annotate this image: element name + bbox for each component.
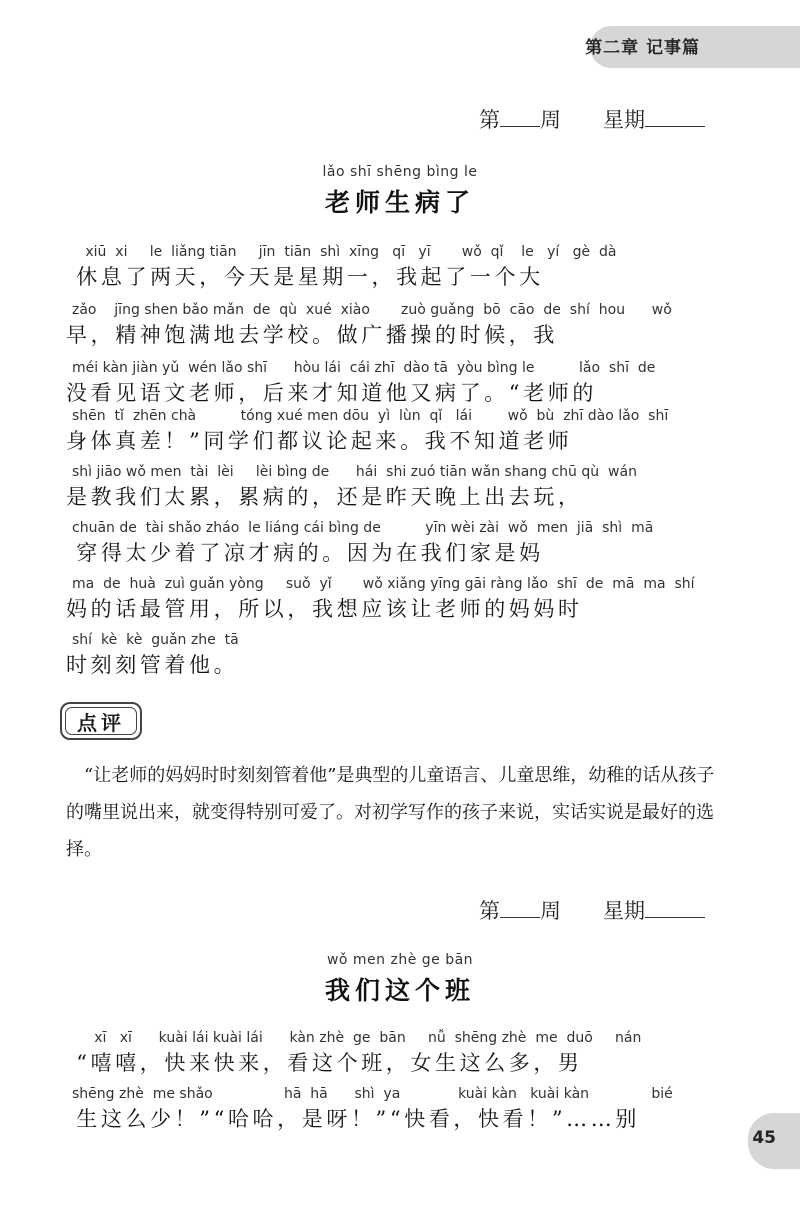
pinyin-line: zǎo jīng shen bǎo mǎn de qù xué xiào zuò guǎng bō cāo de shí hou wǒ xyxy=(72,302,672,318)
text-line: 休息了两天，今天是星期一，我起了一个大 xyxy=(66,265,544,289)
week-blank xyxy=(500,899,540,918)
story-title: 老师生病了 xyxy=(324,188,475,217)
text-line: 穿得太少着了凉才病的。因为在我们家是妈 xyxy=(66,541,544,565)
week-suffix: 周 xyxy=(540,899,561,923)
story2-title-block xyxy=(0,952,800,1007)
text-line: 妈的话最管用，所以，我想应该让老师的妈妈时 xyxy=(66,597,583,621)
page-number: 45 xyxy=(752,1128,776,1148)
chapter-title: 第二章 记事篇 xyxy=(585,38,700,58)
story-title: 我们这个班 xyxy=(324,976,475,1005)
week-prefix: 第 xyxy=(479,108,500,132)
title-pinyin: wǒ men zhè ge bān xyxy=(326,952,474,968)
pinyin-line: shēng zhè me shǎo hā hā shì ya kuài kàn kuài kàn bié xyxy=(72,1086,673,1102)
review-label: 点评 xyxy=(77,710,125,735)
weekday-label: 星期 xyxy=(603,108,645,132)
pinyin-line: xī xī kuài lái kuài lái kàn zhè ge bān nǚ shēng zhè me duō nán xyxy=(72,1030,642,1046)
date-line xyxy=(479,895,705,925)
review-badge xyxy=(60,702,142,740)
text-line: 身体真差！”同学们都议论起来。我不知道老师 xyxy=(66,429,573,453)
text-line: 是教我们太累，累病的，还是昨天晚上出去玩， xyxy=(66,485,583,509)
title-pinyin: lǎo shī shēng bìng le xyxy=(322,164,478,180)
pinyin-line: shí kè kè guǎn zhe tā xyxy=(72,632,239,648)
date-line xyxy=(479,104,705,134)
review-text: “让老师的妈妈时时刻刻管着他”是典型的儿童语言、儿童思维，幼稚的话从孩子的嘴里说出来，就变得特别可爱了。对初学写作的孩子来说，实话实说是最好的选择。 xyxy=(66,765,715,860)
text-line: “嘻嘻，快来快来，看这个班，女生这么多，男 xyxy=(66,1051,583,1075)
pinyin-line: shì jiāo wǒ men tài lèi lèi bìng de hái shi zuó tiān wǎn shang chū qù wán xyxy=(72,464,637,480)
week-suffix: 周 xyxy=(540,108,561,132)
text-line: 时刻刻管着他。 xyxy=(66,653,239,677)
week-blank xyxy=(500,108,540,127)
week-prefix: 第 xyxy=(479,899,500,923)
pinyin-line: xiū xi le liǎng tiān jīn tiān shì xīng qī yī wǒ qǐ le yí gè dà xyxy=(72,244,617,260)
pinyin-line: ma de huà zuì guǎn yòng suǒ yǐ wǒ xiǎng yīng gāi ràng lǎo shī de mā ma shí xyxy=(72,576,695,592)
pinyin-line: chuān de tài shǎo zháo le liáng cái bìng de yīn wèi zài wǒ men jiā shì mā xyxy=(72,520,654,536)
weekday-blank xyxy=(645,899,705,918)
weekday-label: 星期 xyxy=(603,899,645,923)
pinyin-line: méi kàn jiàn yǔ wén lǎo shī hòu lái cái zhī dào tā yòu bìng le lǎo shī de xyxy=(72,360,656,376)
story1-title-block xyxy=(0,164,800,219)
text-line: 没看见语文老师，后来才知道他又病了。“老师的 xyxy=(66,381,597,405)
weekday-blank xyxy=(645,108,705,127)
text-line: 生这么少！”“哈哈，是呀！”“快看，快看！”……别 xyxy=(66,1107,640,1131)
text-line: 早，精神饱满地去学校。做广播操的时候，我 xyxy=(66,323,558,347)
pinyin-line: shēn tǐ zhēn chà tóng xué men dōu yì lùn qǐ lái wǒ bù zhī dào lǎo shī xyxy=(72,408,669,424)
